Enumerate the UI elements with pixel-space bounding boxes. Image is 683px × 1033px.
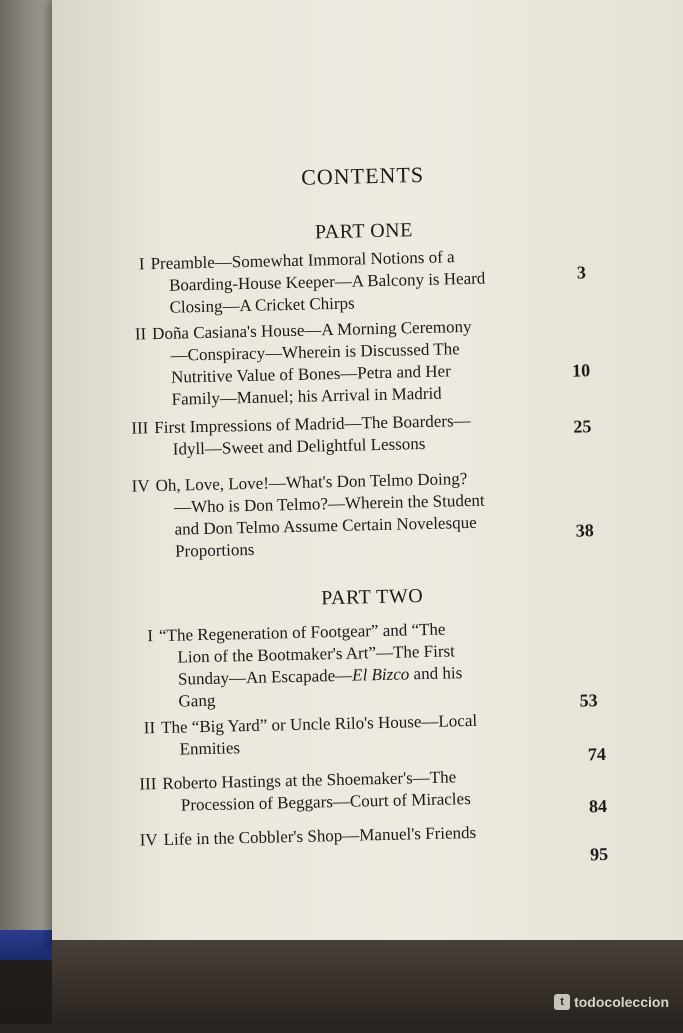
chapter-line: Life in the Cobbler's Shop—Manuel's Friends: [163, 822, 477, 849]
watermark-logo: [554, 994, 669, 1010]
chapter-line: Family—Manuel; his Arrival in Madrid: [171, 383, 442, 409]
chapter-line: Gang: [178, 690, 216, 711]
page-title: CONTENTS: [300, 161, 425, 190]
chapter-line: Roberto Hastings at the Shoemaker's—The: [162, 767, 457, 794]
chapter-number: IV: [139, 830, 158, 850]
chapter-number: II: [143, 718, 156, 738]
page-number: 25: [573, 416, 592, 437]
chapter-line: —Conspiracy—Wherein is Discussed The: [170, 339, 460, 365]
chapter-description: [161, 708, 560, 761]
chapter-line: Oh, Love, Love!—What's Don Telmo Doing?: [155, 469, 468, 496]
chapter-line-text: and his: [409, 663, 463, 684]
chapter-line: The “Big Yard” or Uncle Rilo's House—Local: [160, 710, 478, 738]
chapter-line: Idyll—Sweet and Delightful Lessons: [172, 433, 426, 459]
chapter-line: Closing—A Cricket Chirps: [169, 293, 355, 317]
toc-entry: [123, 615, 623, 711]
chapter-line: Lion of the Bootmaker's Art”—The First: [177, 641, 456, 667]
page-number: 84: [588, 795, 608, 817]
toc-entry: [126, 762, 626, 817]
chapter-description: [163, 820, 561, 851]
chapter-line: and Don Telmo Assume Certain Novelesque: [174, 512, 477, 539]
part-one-title: PART ONE: [314, 219, 414, 244]
chapter-description: [150, 244, 549, 319]
chapter-number: IV: [131, 476, 150, 496]
chapter-line: Proportions: [174, 539, 255, 561]
page-number: 10: [571, 360, 591, 381]
chapter-line: “The Regeneration of Footgear” and “The: [158, 619, 446, 646]
page-number: 38: [575, 520, 594, 541]
chapter-line: Boarding-House Keeper—A Balcony is Heard: [168, 268, 486, 295]
chapter-number: I: [147, 626, 154, 646]
chapter-number: I: [138, 254, 145, 274]
chapter-description: [154, 408, 553, 461]
chapter-description: [155, 466, 555, 563]
part-two-title: PART TWO: [321, 585, 424, 610]
toc-entry: [127, 818, 627, 865]
chapter-number: III: [139, 774, 157, 794]
page-number: 53: [579, 690, 598, 711]
toc-entry: [119, 465, 619, 561]
chapter-description: [159, 616, 559, 713]
chapter-description: [152, 314, 552, 411]
chapter-line: Procession of Beggars—Court of Miracles: [180, 789, 471, 815]
page-number: 74: [587, 743, 607, 765]
chapter-line: Enmities: [179, 738, 241, 759]
watermark-text: todocoleccion: [574, 994, 669, 1010]
chapter-line-text: Sunday—An Escapade—: [177, 665, 353, 689]
italic-title: El Bizco: [351, 664, 410, 685]
chapter-number: II: [134, 324, 147, 344]
chapter-description: [162, 764, 561, 817]
chapter-number: III: [131, 418, 149, 438]
chapter-line: —Who is Don Telmo?—Wherein the Student: [173, 490, 485, 517]
page-number: 95: [589, 843, 609, 865]
chapter-line: First Impressions of Madrid—The Boarders—: [154, 410, 471, 438]
page-number: 3: [576, 262, 587, 283]
chapter-line: Preamble—Somewhat Immoral Notions of a: [150, 247, 455, 274]
logo-icon: t: [554, 994, 570, 1010]
chapter-line: Nutritive Value of Bones—Petra and Her: [170, 361, 451, 387]
chapter-line: Doña Casiana's House—A Morning Ceremony: [151, 316, 472, 344]
